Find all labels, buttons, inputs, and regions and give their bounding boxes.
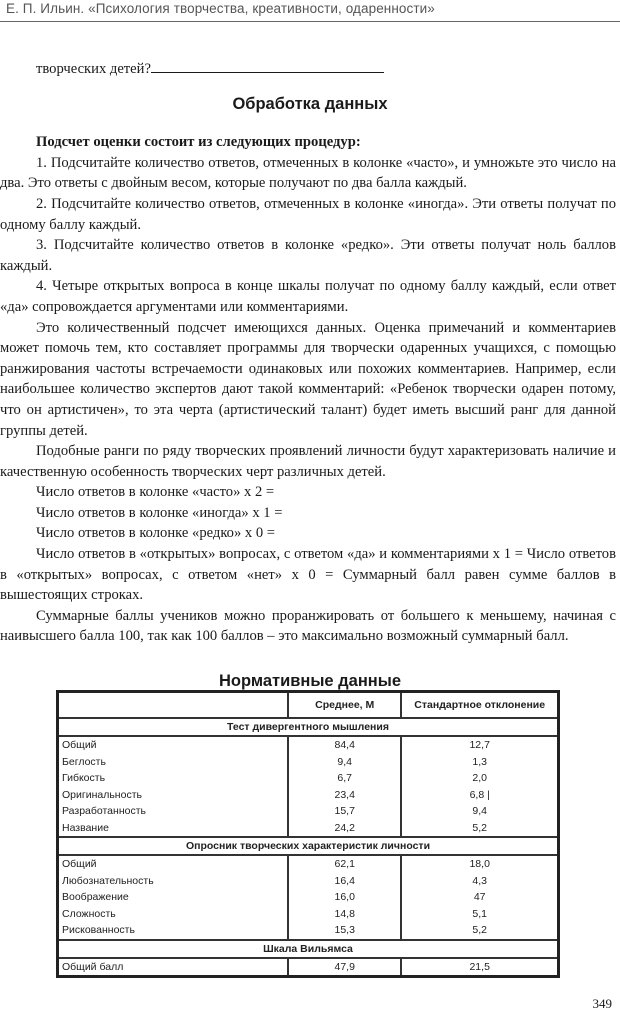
- table-row: [58, 906, 559, 923]
- paragraph: Суммарные баллы учеников можно проранжировать от большего к меньшему, начиная с наивысшего балла 100, так как 100 баллов – это максимально возможный суммарный балл.: [0, 607, 616, 645]
- sd-cell: 2,0: [401, 770, 558, 787]
- section-title-cell: Опросник творческих характеристик личности: [58, 837, 559, 855]
- mean-cell: 23,4: [288, 787, 401, 804]
- mean-cell: 16,4: [288, 873, 401, 890]
- table-section-row: [58, 837, 559, 855]
- formula-line: Число ответов в колонке «иногда» x 1 =: [36, 504, 283, 521]
- header-cell: Среднее, М: [288, 692, 401, 719]
- formula-line: Число ответов в колонке «часто» x 2 =: [36, 484, 275, 501]
- page-body: [0, 58, 620, 692]
- sd-cell: 21,5: [401, 958, 558, 977]
- mean-cell: 62,1: [288, 855, 401, 873]
- sd-cell: 5,1: [401, 906, 558, 923]
- scale-name-cell: Беглость: [58, 754, 289, 771]
- table-section-row: [58, 718, 559, 736]
- scale-name-cell: Рискованность: [58, 922, 289, 940]
- formula-line: Число ответов в «открытых» вопросах, с ответом «да» и комментариями x 1 = Число ответов в «открытых» вопросах, с ответом «нет» x 0 = Суммарный балл равен сумме баллов в вышестоящих строках.: [0, 546, 616, 604]
- scale-name-cell: Название: [58, 820, 289, 838]
- scale-name-cell: Любознательность: [58, 873, 289, 890]
- table-row: [58, 855, 559, 873]
- scale-name-cell: Воображение: [58, 889, 289, 906]
- header-cell: Стандартное отклонение: [401, 692, 558, 719]
- scale-name-cell: Оригинальность: [58, 787, 289, 804]
- scale-name-cell: Общий: [58, 855, 289, 873]
- mean-cell: 24,2: [288, 820, 401, 838]
- sd-cell: 5,2: [401, 922, 558, 940]
- table-header-row: [58, 692, 559, 719]
- mean-cell: 14,8: [288, 906, 401, 923]
- sd-cell: 4,3: [401, 873, 558, 890]
- paragraph: 1. Подсчитайте количество ответов, отмеченных в колонке «часто», и умножьте это число на два. Это ответы с двойным весом, которые получают по два балла каждый.: [0, 154, 616, 192]
- procedure-lead: Подсчет оценки состоит из следующих процедур:: [36, 134, 361, 151]
- norms-table-container: [56, 690, 560, 978]
- mean-cell: 9,4: [288, 754, 401, 771]
- mean-cell: 84,4: [288, 736, 401, 754]
- mean-cell: 15,7: [288, 803, 401, 820]
- section-title-cell: Тест дивергентного мышления: [58, 718, 559, 736]
- section-title-processing: Обработка данных: [232, 94, 388, 113]
- sd-cell: 6,8 |: [401, 787, 558, 804]
- paragraph: 2. Подсчитайте количество ответов, отмеченных в колонке «иногда». Эти ответы получат по одному баллу каждый.: [0, 195, 616, 233]
- table-section-row: [58, 940, 559, 958]
- sd-cell: 18,0: [401, 855, 558, 873]
- formula-line: Число ответов в колонке «редко» x 0 =: [36, 525, 276, 542]
- scale-name-cell: Сложность: [58, 906, 289, 923]
- table-row: [58, 787, 559, 804]
- table-row: [58, 889, 559, 906]
- sd-cell: 9,4: [401, 803, 558, 820]
- scale-name-cell: Разработанность: [58, 803, 289, 820]
- table-row: [58, 754, 559, 771]
- table-row: [58, 922, 559, 940]
- norms-table: [56, 690, 560, 978]
- table-row: [58, 736, 559, 754]
- page-number: 349: [592, 996, 612, 1011]
- mean-cell: 6,7: [288, 770, 401, 787]
- paragraph: Подобные ранги по ряду творческих проявлений личности будут характеризовать наличие и качественную особенность творческих черт различных детей.: [0, 443, 616, 480]
- sd-cell: 12,7: [401, 736, 558, 754]
- header-rule: [0, 21, 620, 22]
- paragraph: Это количественный подсчет имеющихся данных. Оценка примечаний и комментариев может помочь тем, кто составляет программы для творчески одаренных учащихся, с помощью ранжирования частоты встречаемости одинаковых или похожих комментариев. Например, если наибольшее количество экспертов дают такой комментарий: «Ребенок творчески одарен потому, что он артистичен», то эта черта (артистический талант) будет иметь высший ранг для данной группы детей.: [0, 319, 616, 439]
- mean-cell: 47,9: [288, 958, 401, 977]
- sd-cell: 47: [401, 889, 558, 906]
- sd-cell: 5,2: [401, 820, 558, 838]
- table-row: [58, 873, 559, 890]
- running-title: Е. П. Ильин. «Психология творчества, креативности, одаренности»: [6, 1, 435, 16]
- scale-name-cell: Общий: [58, 736, 289, 754]
- paragraph: 3. Подсчитайте количество ответов в колонке «редко». Эти ответы получат ноль баллов каждый.: [0, 237, 616, 274]
- table-row: [58, 820, 559, 838]
- table-row: [58, 770, 559, 787]
- answer-blank: [151, 58, 384, 73]
- mean-cell: 15,3: [288, 922, 401, 940]
- scale-name-cell: Гибкость: [58, 770, 289, 787]
- sd-cell: 1,3: [401, 754, 558, 771]
- header-cell: [58, 692, 289, 719]
- table-row: [58, 958, 559, 977]
- mean-cell: 16,0: [288, 889, 401, 906]
- section-title-norms: Нормативные данные: [218, 672, 402, 691]
- scale-name-cell: Общий балл: [58, 958, 289, 977]
- section-title-cell: Шкала Вильямса: [58, 940, 559, 958]
- intro-line: творческих детей?: [36, 58, 620, 80]
- table-row: [58, 803, 559, 820]
- paragraph: 4. Четыре открытых вопроса в конце шкалы получат по одному баллу каждый, если ответ «да» сопровождается аргументами или комментариями.: [0, 278, 616, 315]
